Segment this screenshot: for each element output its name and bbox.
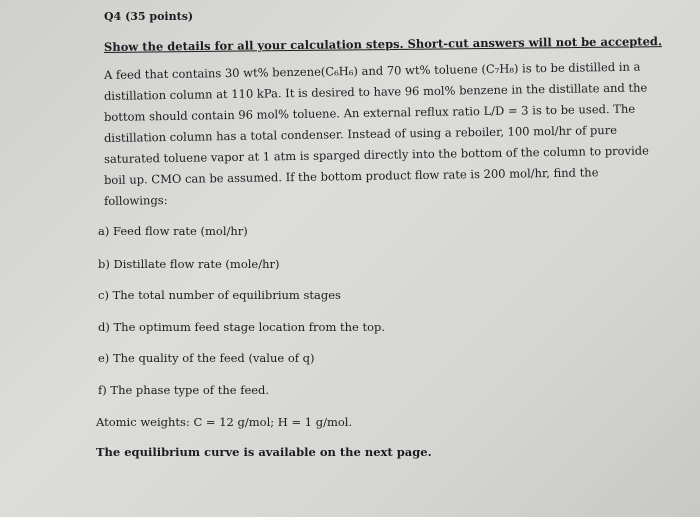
paragraph-line: boil up. CMO can be assumed. If the bottom product flow rate is 200 mol/hr, find the [103, 165, 599, 187]
question-item-f: f) The phase type of the feed. [98, 383, 270, 397]
paragraph-line: saturated toluene vapor at 1 atm is sparged directly into the bottom of the column to provide [103, 143, 649, 166]
instruction-line: Show the details for all your calculation steps. Short-cut answers will not be accepted. [103, 34, 663, 54]
atomic-weights: Atomic weights: C = 12 g/mol; H = 1 g/mol. [96, 415, 353, 429]
question-item-d: d) The optimum feed stage location from the top. [98, 320, 386, 334]
paragraph-line: distillation column has a total condenser. Instead of using a reboiler, 100 mol/hr of pure [103, 122, 618, 145]
question-item-e: e) The quality of the feed (value of q) [98, 351, 315, 365]
footer-note: The equilibrium curve is available on the next page. [96, 445, 432, 459]
question-item-b: b) Distillate flow rate (mole/hr) [98, 257, 280, 271]
paragraph-line: A feed that contains 30 wt% benzene(C₆H₆) and 70 wt% toluene (C₇H₈) is to be distilled in a [103, 59, 641, 82]
paragraph-line: followings: [103, 193, 168, 208]
paragraph-line: bottom should contain 96 mol% toluene. An external reflux ratio L/D = 3 is to be used. The [103, 101, 636, 124]
question-header: Q4 (35 points) [104, 10, 194, 23]
paragraph-line: distillation column at 110 kPa. It is desired to have 96 mol% benzene in the distillate and the [103, 80, 648, 103]
question-item-c: c) The total number of equilibrium stages [98, 288, 341, 302]
question-item-a: a) Feed flow rate (mol/hr) [98, 224, 248, 238]
